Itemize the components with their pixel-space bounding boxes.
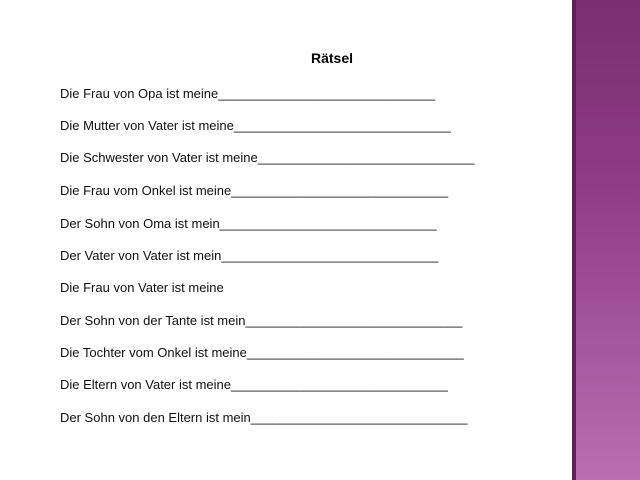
worksheet-title: Rätsel: [310, 50, 354, 66]
riddle-line-9: Die Tochter vom Onkel ist meine______________________________: [60, 345, 464, 360]
riddle-line-2: Die Mutter von Vater ist meine______________________________: [60, 118, 451, 133]
riddle-line-3: Die Schwester von Vater ist meine______________________________: [60, 150, 475, 165]
riddle-line-4: Die Frau vom Onkel ist meine______________________________: [60, 183, 449, 198]
riddle-line-5: Der Sohn von Oma ist mein______________________________: [60, 216, 437, 231]
riddle-line-6: Der Vater von Vater ist mein______________________________: [60, 248, 439, 263]
riddle-line-8: Der Sohn von der Tante ist mein______________________________: [60, 313, 463, 328]
riddle-line-7: Die Frau von Vater ist meine: [60, 280, 224, 295]
riddle-line-11: Der Sohn von den Eltern ist mein______________________________: [60, 410, 468, 425]
riddle-line-10: Die Eltern von Vater ist meine______________________________: [60, 377, 448, 392]
side-band-edge: [572, 0, 576, 480]
decorative-side-band: [572, 0, 640, 480]
riddle-line-1: Die Frau von Opa ist meine______________________________: [60, 86, 436, 101]
